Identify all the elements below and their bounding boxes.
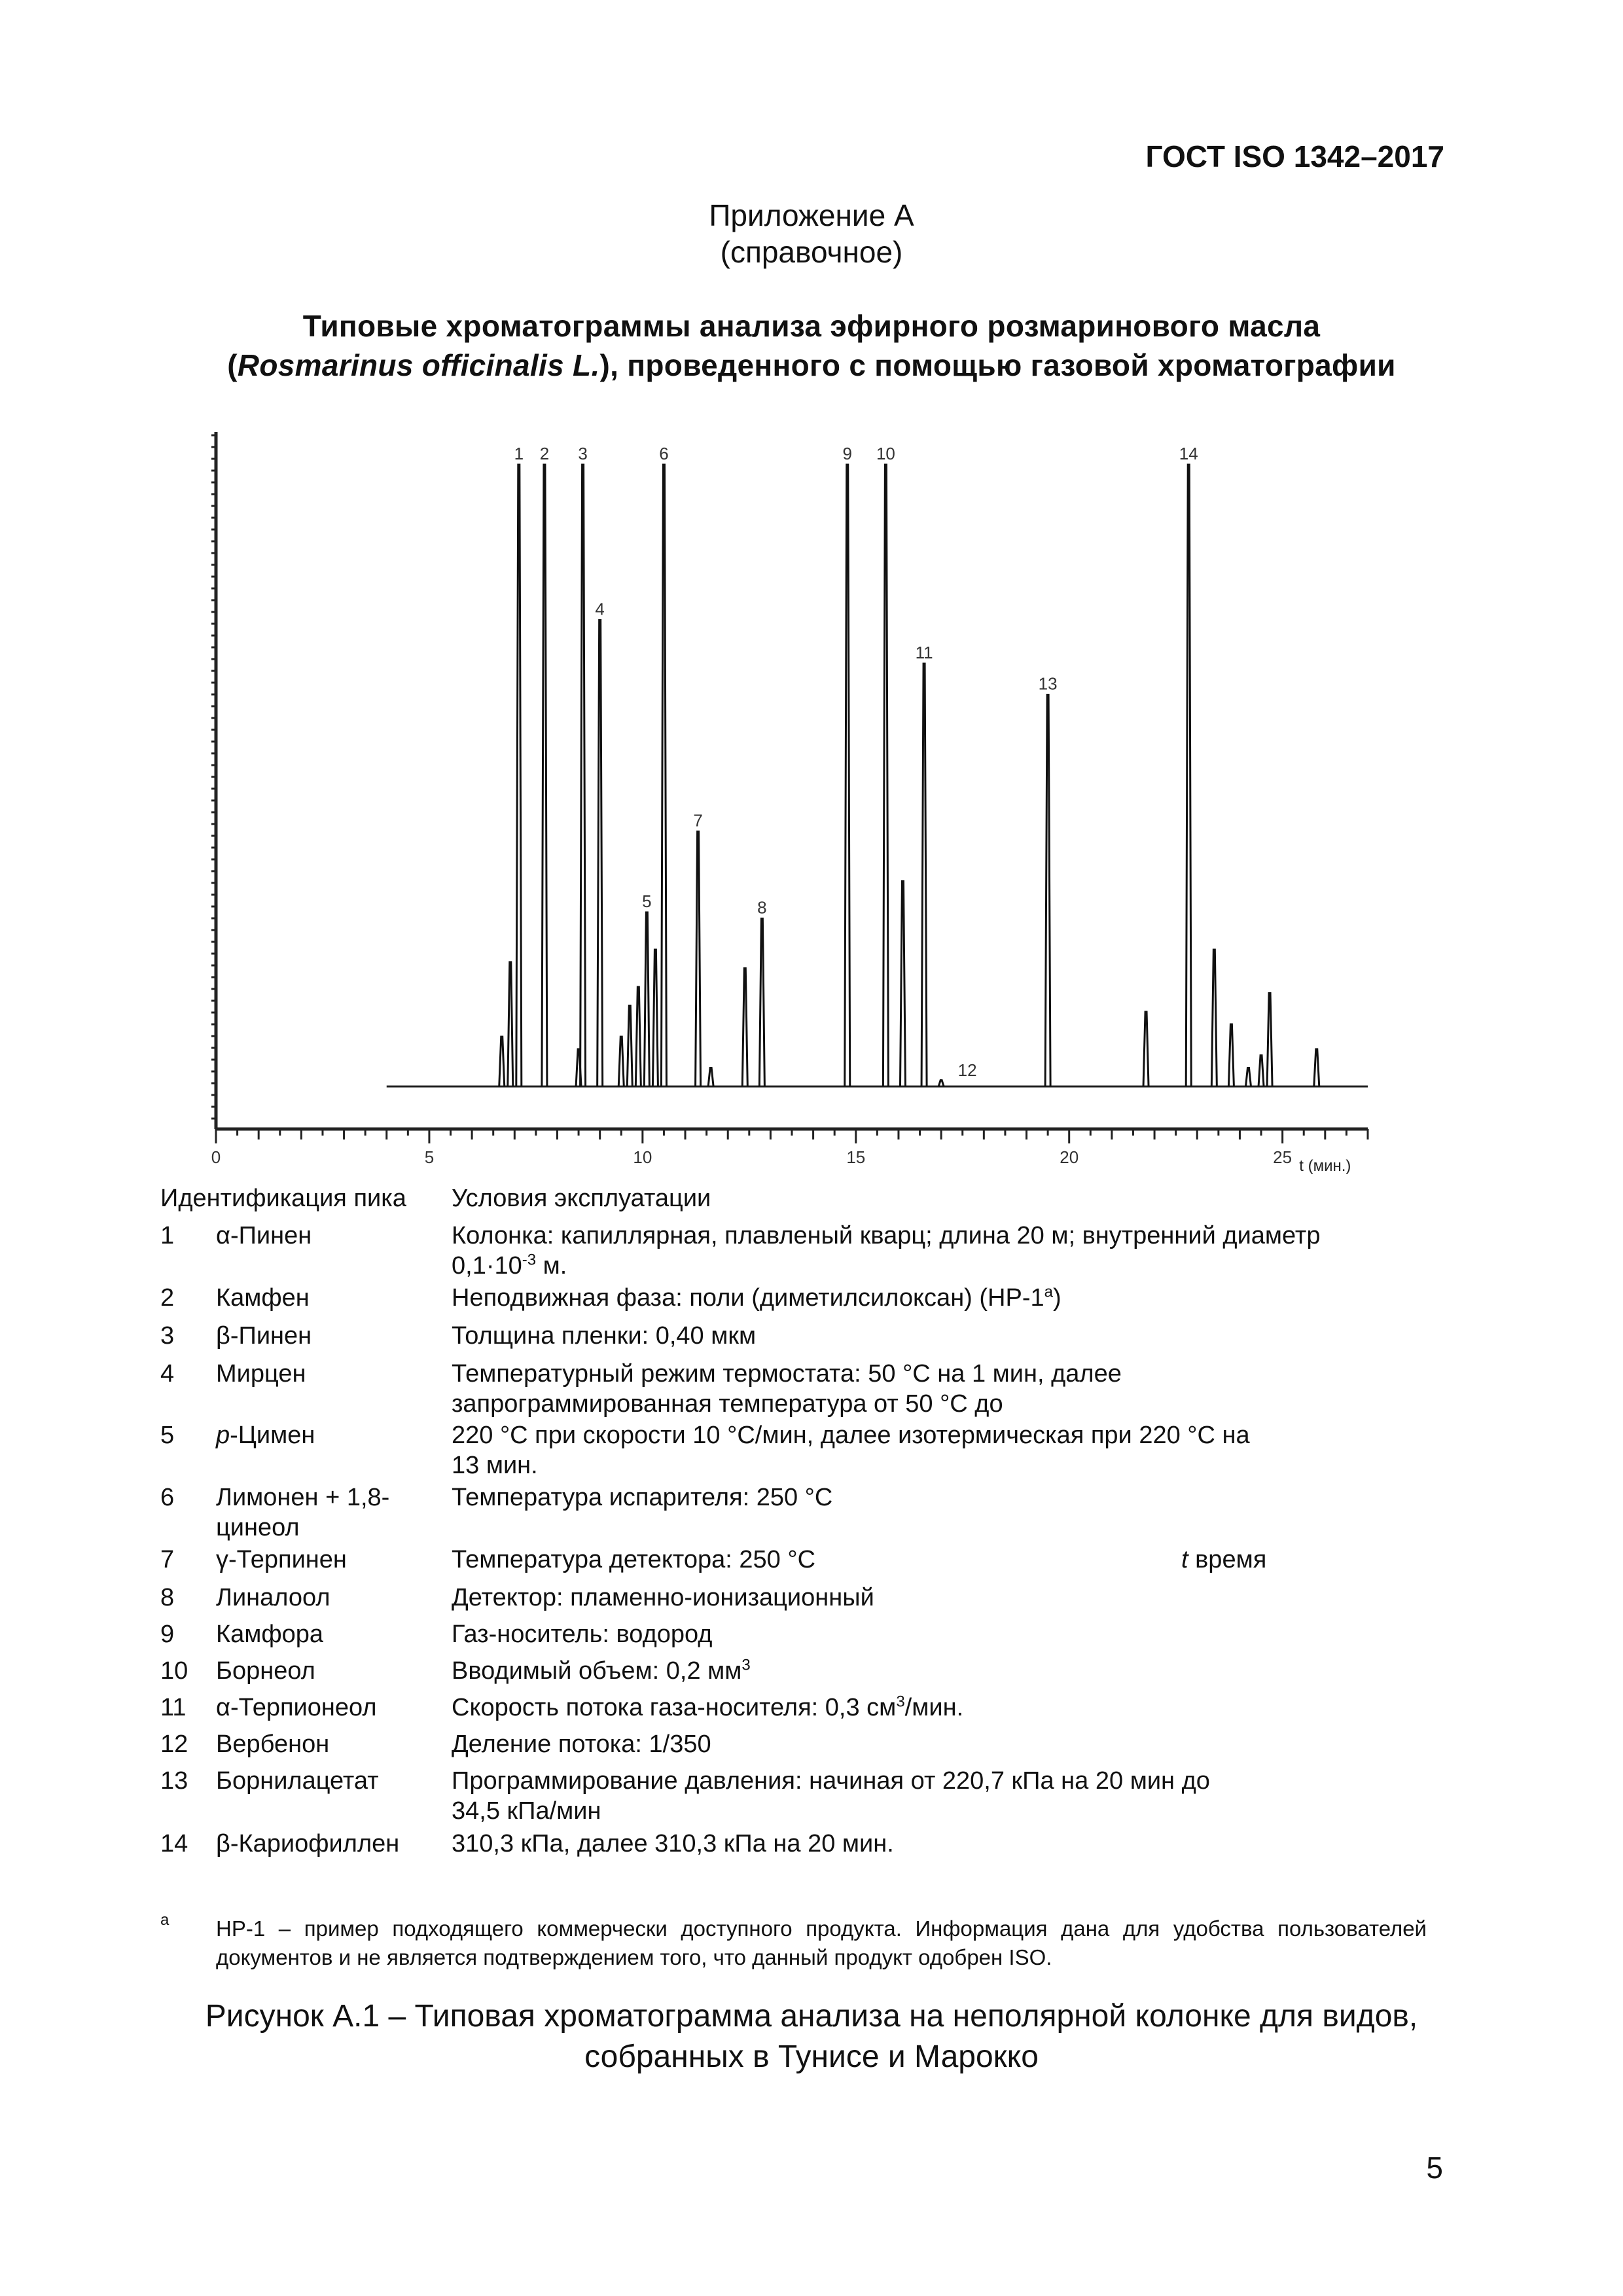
cond-10 <box>452 1656 1427 1686</box>
x-tick-label: 25 <box>1273 1147 1293 1167</box>
x-tick-label: 0 <box>211 1147 221 1167</box>
peak-number: 8 <box>160 1584 175 1611</box>
peak-name-text: β-Пинен <box>216 1322 312 1350</box>
minor-peak <box>1314 1049 1319 1086</box>
cond-12: Деление потока: 1/350 <box>452 1731 711 1758</box>
peak-name <box>216 1221 432 1251</box>
cond-1b-sup: -3 <box>522 1251 537 1269</box>
cond-column <box>452 1221 1427 1281</box>
figure-heading <box>0 306 1623 385</box>
minor-peak <box>499 1037 505 1086</box>
peak-label: 7 <box>693 810 703 831</box>
peak-name <box>216 1829 432 1859</box>
peak-number: 9 <box>160 1621 175 1648</box>
cond-1b-unit: м. <box>536 1252 567 1280</box>
peak-number: 2 <box>160 1284 175 1312</box>
peak-name <box>216 1619 432 1649</box>
peak-name-text: α-Пинен <box>216 1222 312 1249</box>
peak-name <box>216 1321 432 1351</box>
peak-name-prefix: p <box>216 1422 230 1449</box>
peak-name <box>216 1583 432 1613</box>
peak-name-text: γ-Терпинен <box>216 1546 347 1573</box>
minor-peak <box>652 950 658 1086</box>
minor-peak <box>1258 1056 1264 1087</box>
appendix-title: Приложение А <box>709 198 914 232</box>
peak-number: 14 <box>160 1830 188 1857</box>
peak-name <box>216 1420 432 1450</box>
legend-col1-header: Идентификация пика <box>160 1185 406 1212</box>
peak-10 <box>883 465 888 1086</box>
peak-9 <box>845 465 850 1086</box>
peak-number: 12 <box>160 1731 188 1758</box>
chart-peak-labels <box>514 444 1198 1080</box>
heading-paren: ( <box>227 348 238 382</box>
minor-peak <box>635 987 641 1086</box>
peak-label: 10 <box>876 444 895 463</box>
species-name: Rosmarinus officinalis L. <box>237 348 600 382</box>
peak-6 <box>661 465 666 1086</box>
minor-peak <box>618 1037 624 1086</box>
heading-rest: ), проведенного с помощью газовой хроматографии <box>599 348 1396 382</box>
peak-11 <box>921 664 927 1086</box>
peak-number: 4 <box>160 1360 175 1388</box>
peak-name <box>216 1283 432 1313</box>
peak-7 <box>696 832 701 1087</box>
cond-13 <box>452 1766 1427 1826</box>
cond-1b-text: 0,1·10 <box>452 1252 522 1280</box>
cond-11-unit: /мин. <box>904 1694 964 1721</box>
footnote-mark: а <box>160 1911 169 1929</box>
x-tick-label: 5 <box>424 1147 435 1167</box>
cond-14: 310,3 кПа, далее 310,3 кПа на 20 мин. <box>452 1830 894 1857</box>
figure-caption <box>0 1996 1623 2077</box>
peak-label: 4 <box>595 599 605 619</box>
peak-name <box>216 1766 432 1796</box>
peak-name-text: Линалоол <box>216 1584 330 1611</box>
minor-peak <box>708 1068 713 1087</box>
minor-peak <box>1211 950 1217 1086</box>
heading-line-2 <box>0 346 1623 385</box>
peak-number: 7 <box>160 1546 175 1573</box>
cond-7: Температура детектора: 250 °С <box>452 1546 816 1573</box>
peak-number: 5 <box>160 1422 175 1449</box>
footnote-text: НР-1 – пример подходящего коммерчески доступного продукта. Информация дана для удобства пользователей документов и не является подтверждением того, что данный продукт одобрен ISO. <box>216 1916 1427 1969</box>
peak-number: 10 <box>160 1657 188 1685</box>
cond-4a: Температурный режим термостата: 50 °С на 1 мин, далее <box>452 1360 1122 1388</box>
chart-trace <box>387 465 1368 1086</box>
caption-line-1: Рисунок А.1 – Типовая хроматограмма анализа на неполярной колонке для видов, <box>205 1999 1418 2034</box>
peak-1 <box>516 465 522 1086</box>
cond-13a: Программирование давления: начиная от 220,7 кПа на 20 мин до <box>452 1767 1210 1795</box>
peak-name-text: Лимонен + 1,8- <box>216 1484 390 1511</box>
x-axis-label: t (мин.) <box>1299 1157 1351 1175</box>
peak-name-text: α-Терпионеол <box>216 1694 377 1721</box>
peak-4 <box>597 620 603 1087</box>
legend-col2-header: Условия эксплуатации <box>452 1185 711 1212</box>
document-code: ГОСТ ISO 1342–2017 <box>1145 139 1444 173</box>
peak-name <box>216 1693 432 1723</box>
cond-8: Детектор: пламенно-ионизационный <box>452 1584 874 1611</box>
cond-11-sup: 3 <box>896 1693 905 1711</box>
page-number: 5 <box>1426 2151 1443 2185</box>
cond-1a: Колонка: капиллярная, плавленый кварц; длина 20 м; внутренний диаметр <box>452 1222 1321 1249</box>
peak-3 <box>580 465 586 1086</box>
cond-6: Температура испарителя: 250 °С <box>452 1484 833 1511</box>
peak-label: 9 <box>842 444 852 463</box>
cond-10-text: Вводимый объем: 0,2 мм <box>452 1657 742 1685</box>
peak-name-cont: цинеол <box>216 1514 300 1541</box>
cond-4b: запрограммированная температура от 50 °С до <box>452 1390 1003 1418</box>
cond-5b: 13 мин. <box>452 1452 538 1479</box>
peak-number: 3 <box>160 1322 175 1350</box>
caption-line-2: собранных в Тунисе и Марокко <box>584 2039 1039 2074</box>
minor-peak <box>900 882 905 1087</box>
peak-label: 5 <box>642 891 652 911</box>
peak-14 <box>1186 465 1191 1086</box>
peak-name <box>216 1729 432 1759</box>
peak-13 <box>1045 695 1050 1087</box>
x-tick-label: 10 <box>633 1147 652 1167</box>
peak-label: 14 <box>1179 444 1198 463</box>
peak-name-text: β-Кариофиллен <box>216 1830 400 1857</box>
peak-label: 1 <box>514 444 524 463</box>
chromatogram-chart <box>183 419 1394 1191</box>
peak-label: 3 <box>578 444 588 463</box>
cond-9: Газ-носитель: водород <box>452 1621 713 1648</box>
minor-peak <box>627 1006 632 1087</box>
peak-label: 11 <box>915 643 933 662</box>
peak-name-text: Мирцен <box>216 1360 306 1388</box>
peak-label: 2 <box>539 444 550 463</box>
peak-label: 12 <box>957 1060 977 1080</box>
time-symbol-note <box>1181 1545 1266 1575</box>
appendix-subtitle: (справочное) <box>720 235 903 269</box>
cond-4 <box>452 1359 1427 1419</box>
peak-number: 11 <box>160 1694 187 1721</box>
minor-peak <box>1143 1012 1149 1086</box>
peak-number: 6 <box>160 1484 175 1511</box>
peak-name <box>216 1482 432 1543</box>
chart-axes <box>211 432 1368 1167</box>
time-symbol: t <box>1181 1546 1188 1573</box>
peak-number: 13 <box>160 1767 188 1795</box>
x-tick-label: 15 <box>846 1147 866 1167</box>
peak-name <box>216 1545 432 1575</box>
peak-2 <box>542 465 547 1086</box>
minor-peak <box>1245 1068 1251 1087</box>
cond-2-text: Неподвижная фаза: поли (диметилсилоксан) (НР-1 <box>452 1284 1044 1312</box>
peak-name <box>216 1656 432 1686</box>
peak-label: 8 <box>757 897 767 918</box>
cond-2 <box>452 1283 1427 1313</box>
peak-name-text: Борнилацетат <box>216 1767 379 1795</box>
peak-5 <box>644 912 649 1086</box>
cond-10-sup: 3 <box>741 1656 751 1674</box>
peak-number: 1 <box>160 1222 175 1249</box>
cond-3: Толщина пленки: 0,40 мкм <box>452 1322 757 1350</box>
minor-peak <box>742 969 747 1087</box>
minor-peak <box>508 962 513 1086</box>
heading-line-1: Типовые хроматограммы анализа эфирного розмаринового масла <box>302 309 1321 343</box>
peak-name-text: Камфен <box>216 1284 310 1312</box>
peak-label: 6 <box>659 444 669 463</box>
cond-11 <box>452 1693 1427 1723</box>
peak-name-text: Борнеол <box>216 1657 315 1685</box>
peak-name <box>216 1359 432 1389</box>
cond-5 <box>452 1420 1427 1480</box>
cond-1b <box>452 1251 1427 1281</box>
x-tick-label: 20 <box>1060 1147 1079 1167</box>
time-word: время <box>1188 1546 1267 1573</box>
cond-2-sup: а <box>1044 1283 1053 1301</box>
cond-13b: 34,5 кПа/мин <box>452 1797 601 1825</box>
cond-2-close: ) <box>1052 1284 1061 1312</box>
peak-label: 13 <box>1038 673 1058 694</box>
minor-peak <box>1228 1024 1234 1086</box>
peak-name-text: -Цимен <box>230 1422 315 1449</box>
minor-peak <box>1267 994 1272 1087</box>
cond-5a: 220 °С при скорости 10 °С/мин, далее изотермическая при 220 °С на <box>452 1422 1250 1449</box>
cond-11-text: Скорость потока газа-носителя: 0,3 см <box>452 1694 897 1721</box>
peak-name-text: Камфора <box>216 1621 324 1648</box>
peak-name-text: Вербенон <box>216 1731 330 1758</box>
peak-8 <box>759 919 764 1087</box>
